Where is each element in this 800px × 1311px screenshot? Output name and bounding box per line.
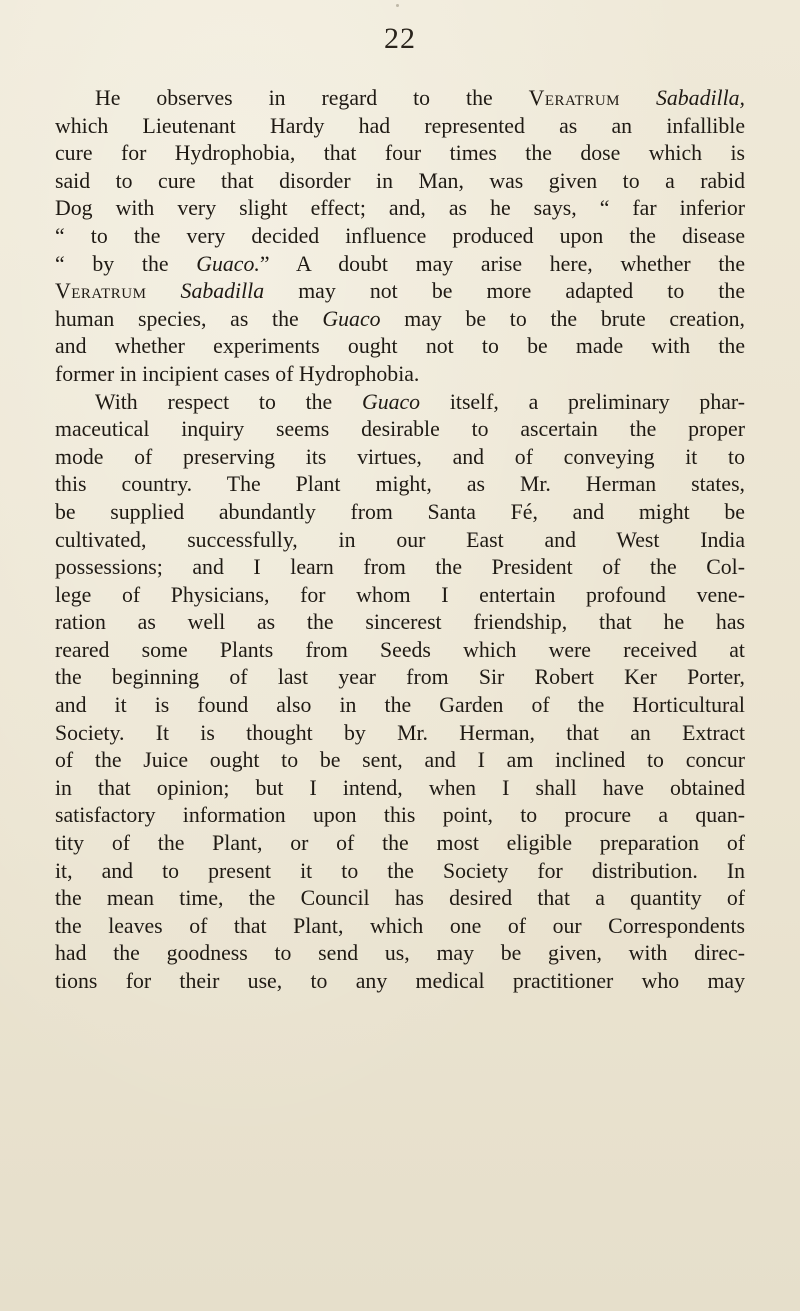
text-line: the mean time, the Council has desired that a quantity of xyxy=(55,886,745,911)
text-line: reared some Plants from Seeds which were received at xyxy=(55,637,745,662)
text-line: cure for Hydrophobia, that four times the dose which is xyxy=(55,141,745,166)
text-line: “ to the very decided influence produced upon the disease xyxy=(55,223,745,248)
text-line: had the goodness to send us, may be given, with direc- xyxy=(55,941,745,966)
text-line: it, and to present it to the Society for distribution. In xyxy=(55,858,745,883)
text-line: this country. The Plant might, as Mr. Herman states, xyxy=(55,472,745,497)
text-line: Veratrum Sabadilla may not be more adapted to the xyxy=(55,279,745,304)
text-line: He observes in regard to the Veratrum Sabadilla, xyxy=(95,86,745,110)
text-line: tity of the Plant, or of the most eligible preparation of xyxy=(55,831,745,856)
text-line: former in incipient cases of Hydrophobia. xyxy=(55,361,420,386)
small-caps-term: Veratrum xyxy=(528,86,621,110)
italic-term: Guaco xyxy=(361,389,421,414)
small-caps-term: Veratrum xyxy=(55,279,147,304)
text-line: cultivated, successfully, in our East and West India xyxy=(55,527,745,552)
text-line: and whether experiments ought not to be made with the xyxy=(55,334,745,359)
text-line: the leaves of that Plant, which one of our Correspondents xyxy=(55,913,745,938)
text-line: possessions; and I learn from the President of the Col- xyxy=(55,555,745,580)
italic-term: Guaco. xyxy=(196,251,260,276)
text-line: the beginning of last year from Sir Robert Ker Porter, xyxy=(55,665,745,690)
text-line: ration as well as the sincerest friendship, that he has xyxy=(55,610,745,635)
page-number: 22 xyxy=(384,22,416,55)
text-line: tions for their use, to any medical practitioner who may xyxy=(55,969,745,993)
text-line: which Lieutenant Hardy had represented as an infallible xyxy=(55,113,745,138)
text-line: human species, as the Guaco may be to the brute creation, xyxy=(55,306,745,331)
italic-term: Sabadilla, xyxy=(655,86,745,110)
text-line: With respect to the Guaco itself, a preliminary phar- xyxy=(95,389,745,414)
text-line: “ by the Guaco.” A doubt may arise here, whether the xyxy=(55,251,745,276)
text-line: lege of Physicians, for whom I entertain profound vene- xyxy=(55,582,745,607)
text-line: Dog with very slight effect; and, as he says, “ far inferior xyxy=(55,196,745,221)
text-line: Society. It is thought by Mr. Herman, that an Extract xyxy=(55,720,745,745)
text-line: satisfactory information upon this point, to procure a quan- xyxy=(55,803,745,828)
paper-speck xyxy=(396,4,399,7)
italic-term: Sabadilla xyxy=(180,279,265,304)
text-line: said to cure that disorder in Man, was given to a rabid xyxy=(55,168,745,193)
text-line: mode of preserving its virtues, and of conveying it to xyxy=(55,444,745,469)
text-line: be supplied abundantly from Santa Fé, and might be xyxy=(55,499,745,524)
text-line: and it is found also in the Garden of the Horticultural xyxy=(55,693,745,718)
text-line: maceutical inquiry seems desirable to ascertain the proper xyxy=(55,417,745,442)
text-line: of the Juice ought to be sent, and I am inclined to concur xyxy=(55,748,745,773)
text-line: in that opinion; but I intend, when I shall have obtained xyxy=(55,775,745,800)
italic-term: Guaco xyxy=(322,306,381,331)
body-text xyxy=(55,85,745,996)
